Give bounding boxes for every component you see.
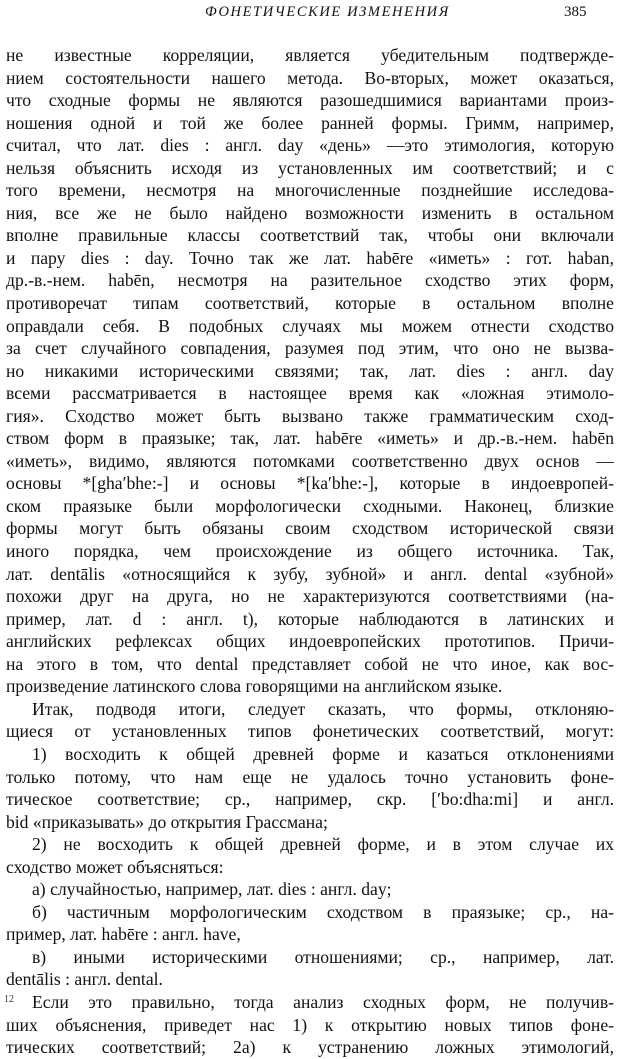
text-line: что сходные формы не являются разошедшимися вариантами произ-	[6, 90, 614, 111]
text-line: dentālis : англ. dental.	[6, 969, 163, 990]
text-line: Итак, подводя итоги, следует сказать, что формы, отклоняю-	[32, 698, 614, 719]
text-line: тических соответствий; 2а) к устранению ложных этимологий,	[6, 1037, 614, 1058]
text-line: нием состоятельности нашего метода. Во-вторых, может оказаться,	[6, 67, 614, 88]
text-line: пример, лат. habēre : англ. have,	[6, 924, 241, 945]
text-line: б) частичным морфологическим сходством в праязыке; ср., на-	[32, 901, 614, 922]
text-line: 1) восходить к общей древней форме и казаться отклонениями	[32, 743, 614, 764]
text-line: считал, что лат. dies : англ. day «день» —это этимология, которую	[6, 135, 614, 156]
text-line: ношения одной и той же более ранней формы. Гримм, например,	[6, 112, 614, 133]
text-line: 2) не восходить к общей древней форме, и в этом случае их	[32, 834, 614, 855]
text-line: но никакими историческими связями; так, лат. dies : англ. day	[6, 360, 614, 381]
text-line: английских рефлексах общих индоевропейских прототипов. Причи-	[6, 631, 614, 652]
text-line: ством форм в праязыке; так, лат. habēre «иметь» и др.-в.-нем. habēn	[6, 428, 614, 449]
text-line: ших объяснения, приведет нас 1) к открытию новых типов фоне-	[6, 1014, 614, 1035]
text-line: лат. dentālis «относящийся к зубу, зубной» и англ. dental «зубной»	[6, 563, 614, 584]
text-line: Если это правильно, тогда анализ сходных форм, не получив-	[32, 991, 614, 1012]
text-line: др.-в.-нем. habēn, несмотря на разительное сходство этих форм,	[6, 270, 614, 291]
text-line: а) случайностью, например, лат. dies : англ. day;	[32, 879, 392, 900]
text-line: «иметь», видимо, являются потомками соответственно двух основ —	[6, 450, 614, 471]
text-line: не известные корреляции, является убедительным подтвержде-	[6, 45, 614, 65]
text-line: того времени, несмотря на многочисленные позднейшие исследова-	[6, 180, 614, 201]
signature-mark: 12	[4, 994, 14, 1005]
page-header	[0, 4, 620, 26]
running-title: ФОНЕТИЧЕСКИЕ ИЗМЕНЕНИЯ	[205, 4, 450, 20]
text-line: всеми рассматривается в настоящее время как «ложная этимоло-	[6, 383, 614, 404]
text-line: щиеся от установленных типов фонетических соответствий, могут:	[6, 721, 614, 742]
text-line: пример, лат. d : англ. t), которые наблюдаются в латинских и	[6, 608, 614, 629]
text-line: основы *[gha′bhe:-] и основы *[ka′bhe:-], которые в индоевропей-	[6, 473, 614, 494]
text-line: только потому, что нам еще не удалось точно установить фоне-	[6, 766, 614, 787]
page-number: 385	[564, 4, 587, 20]
text-line: формы могут быть обязаны своим сходством исторической связи	[6, 518, 614, 539]
text-line: сходство может объясняться:	[6, 856, 224, 877]
text-line: противоречат типам соответствий, которые в остальном вполне	[6, 293, 614, 314]
text-line: ния, все же не было найдено возможности изменить в остальном	[6, 202, 614, 223]
text-line: иного порядка, чем происхождение из общего источника. Так,	[6, 541, 614, 562]
text-line: в) иными историческими отношениями; ср., например, лат.	[32, 946, 614, 967]
text-line: вполне правильные классы соответствий так, чтобы они включали	[6, 225, 614, 246]
text-line: на этого в том, что dental представляет собой не что иное, как вос-	[6, 653, 614, 674]
text-line: произведение латинского слова говорящими на английском языке.	[6, 676, 503, 697]
text-line: оправдали себя. В подобных случаях мы можем отнести сходство	[6, 315, 614, 336]
text-line: тическое соответствие; ср., например, скр. [′bo:dha:mi] и англ.	[6, 789, 614, 810]
body-text	[6, 44, 614, 1059]
text-line: ском праязыке были морфологически сходными. Наконец, близкие	[6, 495, 614, 516]
text-line: гия». Сходство может быть вызвано также грамматическим сход-	[6, 405, 614, 426]
text-line: bid «приказывать» до открытия Грассмана;	[6, 811, 328, 832]
text-line: и пару dies : day. Точно так же лат. habēre «иметь» : гот. haban,	[6, 247, 614, 268]
text-line: нельзя объяснить исходя из установленных им соответствий; и с	[6, 157, 614, 178]
text-line: похожи друг на друга, но не характеризуются соответствиями (на-	[6, 586, 614, 607]
text-line: за счет случайного совпадения, разумея под этим, что оно не вызва-	[6, 338, 614, 359]
